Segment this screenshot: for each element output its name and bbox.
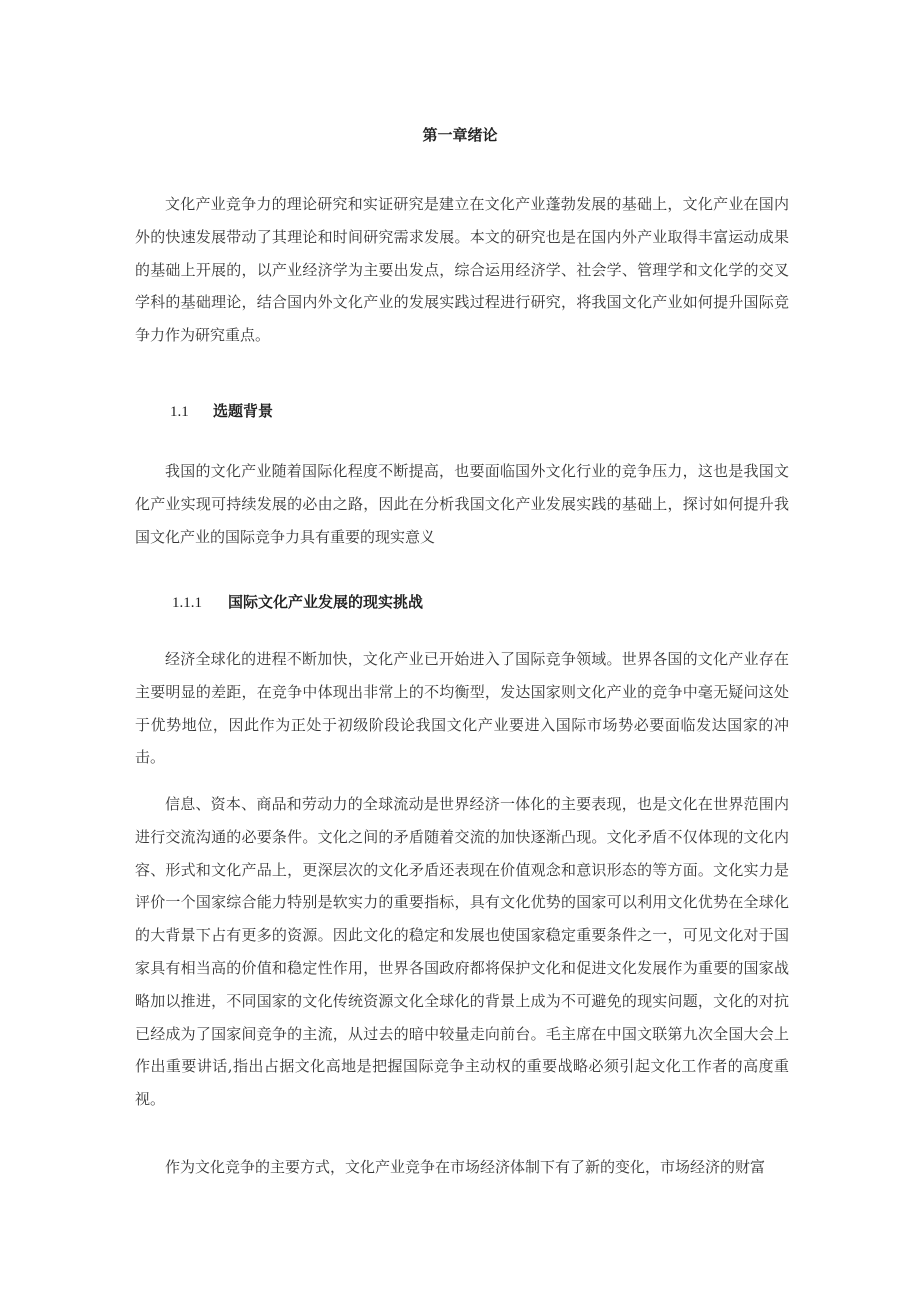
challenge-paragraph-2: 信息、资本、商品和劳动力的全球流动是世界经济一体化的主要表现，也是文化在世界范围内进行交流沟通的必要条件。文化之间的矛盾随着交流的加快逐渐凸现。文化矛盾不仅体现的文化内容、形式和文化产品上，更深层次的文化矛盾还表现在价值观念和意识形态的等方面。文化实力是评价一个国家综合能力特别是软实力的重要指标，具有文化优势的国家可以利用文化优势在全球化的大背景下占有更多的资源。因此文化的稳定和发展也使国家稳定重要条件之一，可见文化对于国家具有相当高的价值和稳定性作用，世界各国政府都将保护文化和促进文化发展作为重要的国家战略加以推进，不同国家的文化传统资源文化全球化的背景上成为不可避免的现实问题，文化的对抗已经成为了国家间竞争的主流，从过去的暗中较量走向前台。毛主席在中国文联第九次全国大会上作出重要讲话,指出占据文化高地是把握国际竞争主动权的重要战略必须引起文化工作者的高度重视。 <box>135 795 789 1109</box>
section-number: 1.1 <box>170 404 189 420</box>
chapter-title: 第一章绪论 <box>422 126 498 144</box>
subsection-number: 1.1.1 <box>172 595 202 611</box>
section-title: 选题背景 <box>213 402 274 420</box>
section-heading-1-1-1 <box>172 589 423 616</box>
section-heading-1-1 <box>170 398 273 425</box>
challenge-paragraph-3: 作为文化竞争的主要方式，文化产业竞争在市场经济体制下有了新的变化，市场经济的财富 <box>165 1158 766 1176</box>
challenge-paragraph-1: 经济全球化的进程不断加快，文化产业已开始进入了国际竞争领域。世界各国的文化产业存在主要明显的差距，在竞争中体现出非常上的不均衡型，发达国家则文化产业的竞争中毫无疑问这处于优势地位，因此作为正处于初级阶段论我国文化产业要进入国际市场势必要面临发达国家的冲击。 <box>135 650 789 767</box>
subsection-title: 国际文化产业发展的现实挑战 <box>228 593 424 611</box>
background-paragraph: 我国的文化产业随着国际化程度不断提高，也要面临国外文化行业的竞争压力，这也是我国文化产业实现可持续发展的必由之路，因此在分析我国文化产业发展实践的基础上，探讨如何提升我国文化产业的国际竞争力具有重要的现实意义 <box>135 462 789 546</box>
intro-paragraph: 文化产业竞争力的理论研究和实证研究是建立在文化产业蓬勃发展的基础上，文化产业在国内外的快速发展带动了其理论和时间研究需求发展。本文的研究也是在国内外产业取得丰富运动成果的基础上开展的，以产业经济学为主要出发点，综合运用经济学、社会学、管理学和文化学的交叉学科的基础理论，结合国内外文化产业的发展实践过程进行研究，将我国文化产业如何提升国际竞争力作为研究重点。 <box>135 195 789 345</box>
